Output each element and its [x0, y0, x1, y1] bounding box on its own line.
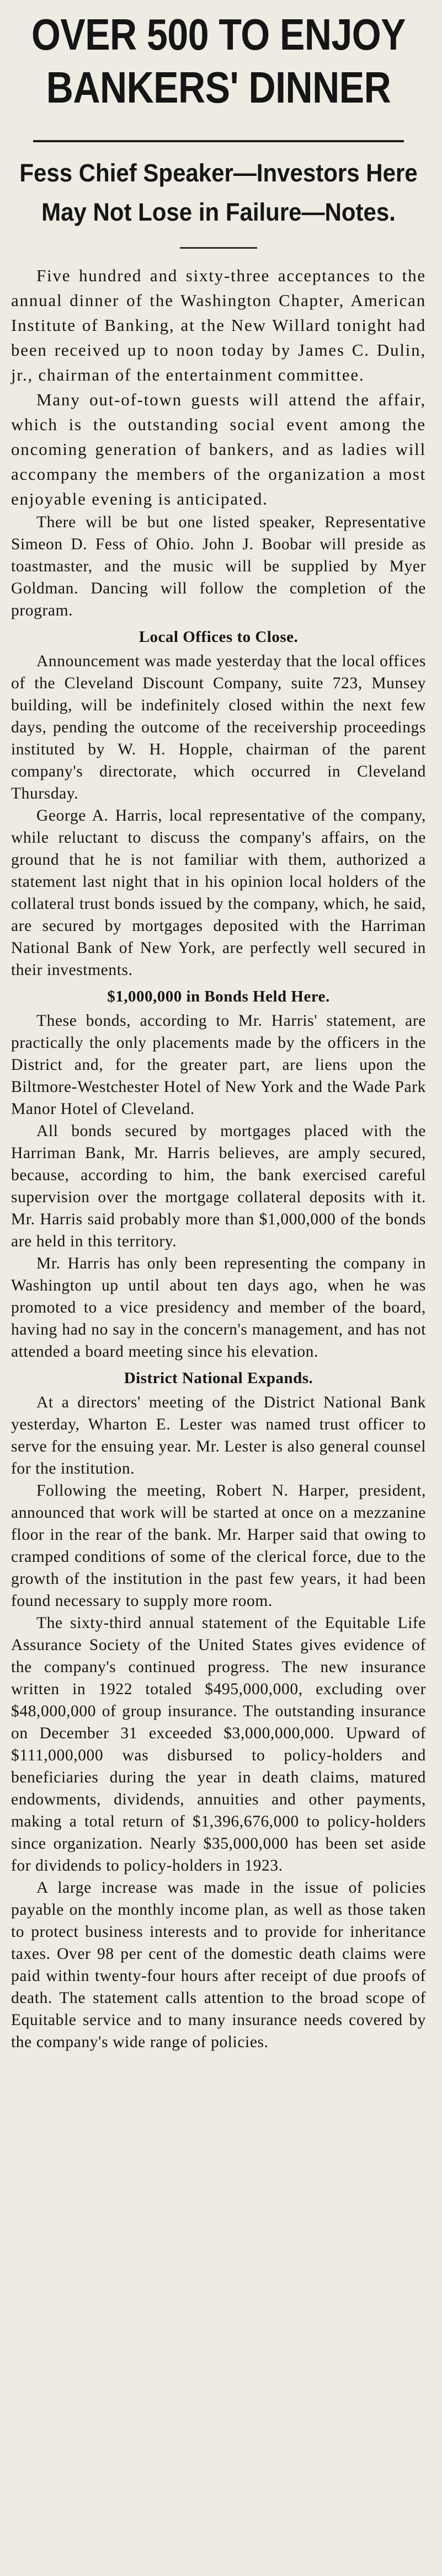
- section-paragraph: The sixty-third annual statement of the Equitable Life Assurance Society of the United States gives evidence of the company's continued progress. The new insurance written in 1922 totaled $495,000,000, excluding over $48,000,000 of group insurance. The outstanding insurance on December 31 exceeded $3,000,000,000. Upward of $111,000,000 was disbursed to policy-holders and beneficiaries during the year in death claims, matured endowments, dividends, annuities and other payments, making a total return of $1,396,676,000 to policy-holders since organization. Nearly $35,000,000 has been set aside for dividends to policy-holders in 1923.: [11, 1614, 426, 1875]
- deck-rule: [180, 247, 257, 249]
- section-paragraph: Mr. Harris has only been representing the company in Washington up until about ten days ago, when he was promoted to a vice presidency and member of the board, having had no say in the concern's management, and has not attended a board meeting since his elevation.: [11, 1255, 426, 1361]
- section-paragraph: These bonds, according to Mr. Harris' statement, are practically the only placements made by the officers in the District and, for the greater part, are liens upon the Biltmore-Westchester Hotel of New York and the Wade Park Manor Hotel of Cleveland.: [11, 1012, 426, 1118]
- section-paragraph: Announcement was made yesterday that the local offices of the Cleveland Discount Company, suite 723, Munsey building, will be indefinitely closed within the next few days, pending the outcome of the receivership proceedings instituted by W. H. Hopple, chairman of the parent company's directorate, which occurred in Cleveland Thursday.: [11, 652, 426, 802]
- section-heading-bonds-held: $1,000,000 in Bonds Held Here.: [107, 988, 330, 1005]
- article-column: [11, 3, 426, 2053]
- headline-rule: [33, 140, 404, 142]
- section-paragraph: At a directors' meeting of the District National Bank yesterday, Wharton E. Lester was named trust officer to serve for the ensuing year. Mr. Lester is also general counsel for the institution.: [11, 1394, 426, 1477]
- section-paragraph: A large increase was made in the issue of policies payable on the monthly income plan, as well as those taken to protect business interests and to provide for inheritance taxes. Over 98 per cent of the domestic death claims were paid within twenty-four hours after receipt of due proofs of death. The statement calls attention to the broad scope of Equitable service and to many insurance needs covered by the company's wide range of policies.: [11, 1879, 426, 2051]
- section-paragraph: George A. Harris, local representative of the company, while reluctant to discuss the company's affairs, on the ground that he is not familiar with them, authorized a statement last night that in his opinion local holders of the collateral trust bonds issued by the company, which, he said, are secured by mortgages deposited with the Harriman National Bank of New York, are perfectly well secured in their investments.: [11, 807, 426, 979]
- section-heading-district-national: District National Expands.: [124, 1369, 313, 1387]
- section-paragraph: Following the meeting, Robert N. Harper, president, announced that work will be started at once on a mezzanine floor in the rear of the bank. Mr. Harper said that owing to cramped conditions of some of the clerical force, due to the growth of the institution in the past few years, it had been found necessary to supply more room.: [11, 1482, 426, 1610]
- article-body: [11, 263, 426, 2053]
- intro-paragraph: There will be but one listed speaker, Representative Simeon D. Fess of Ohio. John J. Boobar will preside as toastmaster, and the music will be supplied by Myer Goldman. Dancing will follow the completion of the program.: [11, 513, 426, 619]
- headline-line-2: BANKERS' DINNER: [46, 62, 391, 113]
- section-heading-local-offices: Local Offices to Close.: [139, 628, 299, 646]
- intro-paragraph: Many out-of-town guests will attend the affair, which is the outstanding social event among the oncoming generation of bankers, and as ladies will accompany the members of the organization a most enjoyable evening is anticipated.: [11, 390, 426, 508]
- headline-line-1: OVER 500 TO ENJOY: [31, 9, 406, 60]
- section-paragraph: All bonds secured by mortgages placed with the Harriman Bank, Mr. Harris believes, are amply secured, because, according to him, the bank exercised careful supervision over the mortgage collateral deposits with it. Mr. Harris said probably more than $1,000,000 of the bonds are held in this territory.: [11, 1122, 426, 1250]
- intro-paragraph: Five hundred and sixty-three acceptances to the annual dinner of the Washington Chapter, American Institute of Banking, at the New Willard tonight had been received up to noon today by James C. Dulin, jr., chairman of the entertainment committee.: [11, 266, 426, 384]
- article-deck: Fess Chief Speaker—Investors Here May Not Lose in Failure—Notes.: [19, 158, 418, 226]
